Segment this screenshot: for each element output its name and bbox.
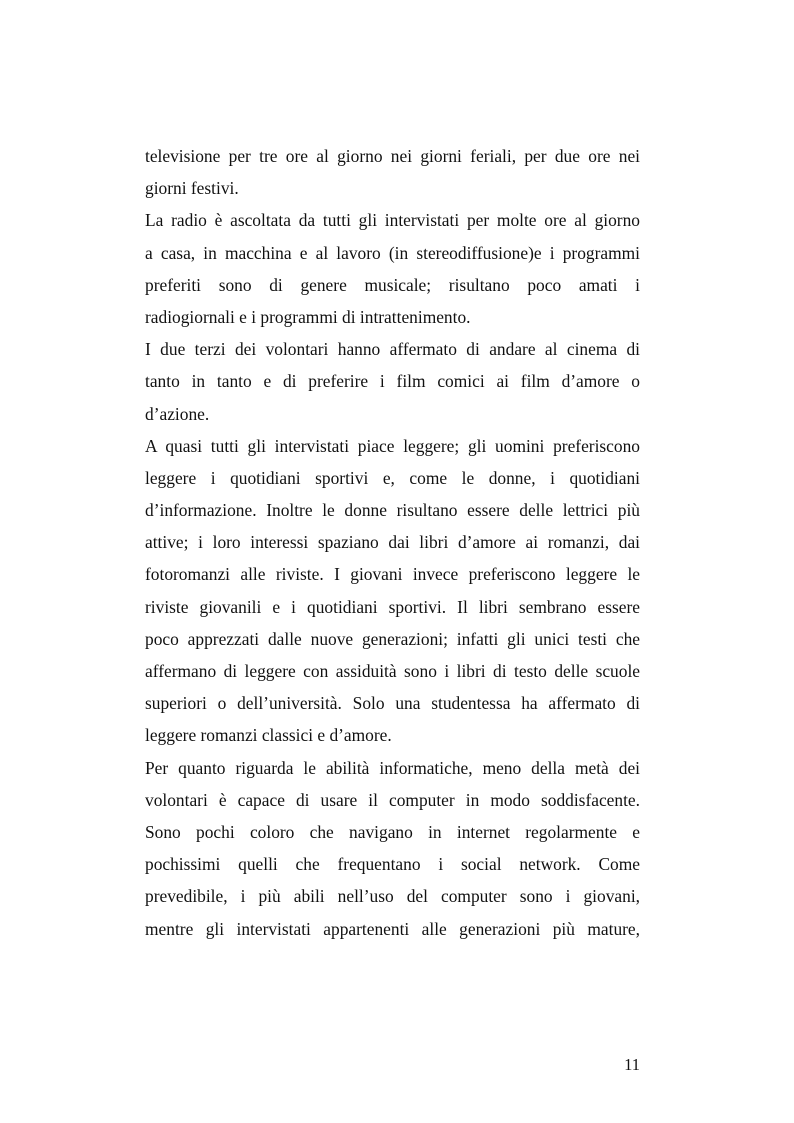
text-line: attive; i loro interessi spaziano dai libri d’amore ai romanzi, dai xyxy=(145,532,640,553)
page-number: 11 xyxy=(624,1055,640,1074)
text-line: a casa, in macchina e al lavoro (in stereodiffusione)e i programmi xyxy=(145,242,640,263)
text-line: La radio è ascoltata da tutti gli intervistati per molte ore al giorno xyxy=(145,210,640,231)
text-line: Per quanto riguarda le abilità informatiche, meno della metà dei xyxy=(145,757,640,778)
text-line: d’informazione. Inoltre le donne risultano essere delle lettrici più xyxy=(145,500,640,521)
text-line: pochissimi quelli che frequentano i social network. Come xyxy=(145,854,640,875)
text-line: mentre gli intervistati appartenenti alle generazioni più mature, xyxy=(145,918,640,939)
body-text xyxy=(145,140,640,945)
text-line: affermano di leggere con assiduità sono i libri di testo delle scuole xyxy=(145,661,640,681)
text-line: tanto in tanto e di preferire i film comici ai film d’amore o xyxy=(145,371,640,392)
text-line: riviste giovanili e i quotidiani sportivi. Il libri sembrano essere xyxy=(145,596,640,617)
text-line: poco apprezzati dalle nuove generazioni; infatti gli unici testi che xyxy=(145,628,640,649)
text-line: radiogiornali e i programmi di intrattenimento. xyxy=(145,306,471,327)
text-line: A quasi tutti gli intervistati piace leggere; gli uomini preferiscono xyxy=(145,435,640,456)
text-line: superiori o dell’università. Solo una studentessa ha affermato di xyxy=(145,693,640,714)
text-line: fotoromanzi alle riviste. I giovani invece preferiscono leggere le xyxy=(145,564,640,585)
text-line: giorni festivi. xyxy=(145,178,239,199)
text-line: Sono pochi coloro che navigano in internet regolarmente e xyxy=(145,821,640,842)
text-line: I due terzi dei volontari hanno affermato di andare al cinema di xyxy=(145,339,640,360)
text-line: volontari è capace di usare il computer in modo soddisfacente. xyxy=(145,789,640,810)
text-line: televisione per tre ore al giorno nei giorni feriali, per due ore nei xyxy=(145,146,640,166)
text-line: preferiti sono di genere musicale; risultano poco amati i xyxy=(145,274,640,295)
text-line: d’azione. xyxy=(145,403,210,424)
text-line: leggere i quotidiani sportivi e, come le donne, i quotidiani xyxy=(145,467,640,488)
text-line: prevedibile, i più abili nell’uso del computer sono i giovani, xyxy=(145,886,640,907)
text-line: leggere romanzi classici e d’amore. xyxy=(145,725,392,746)
